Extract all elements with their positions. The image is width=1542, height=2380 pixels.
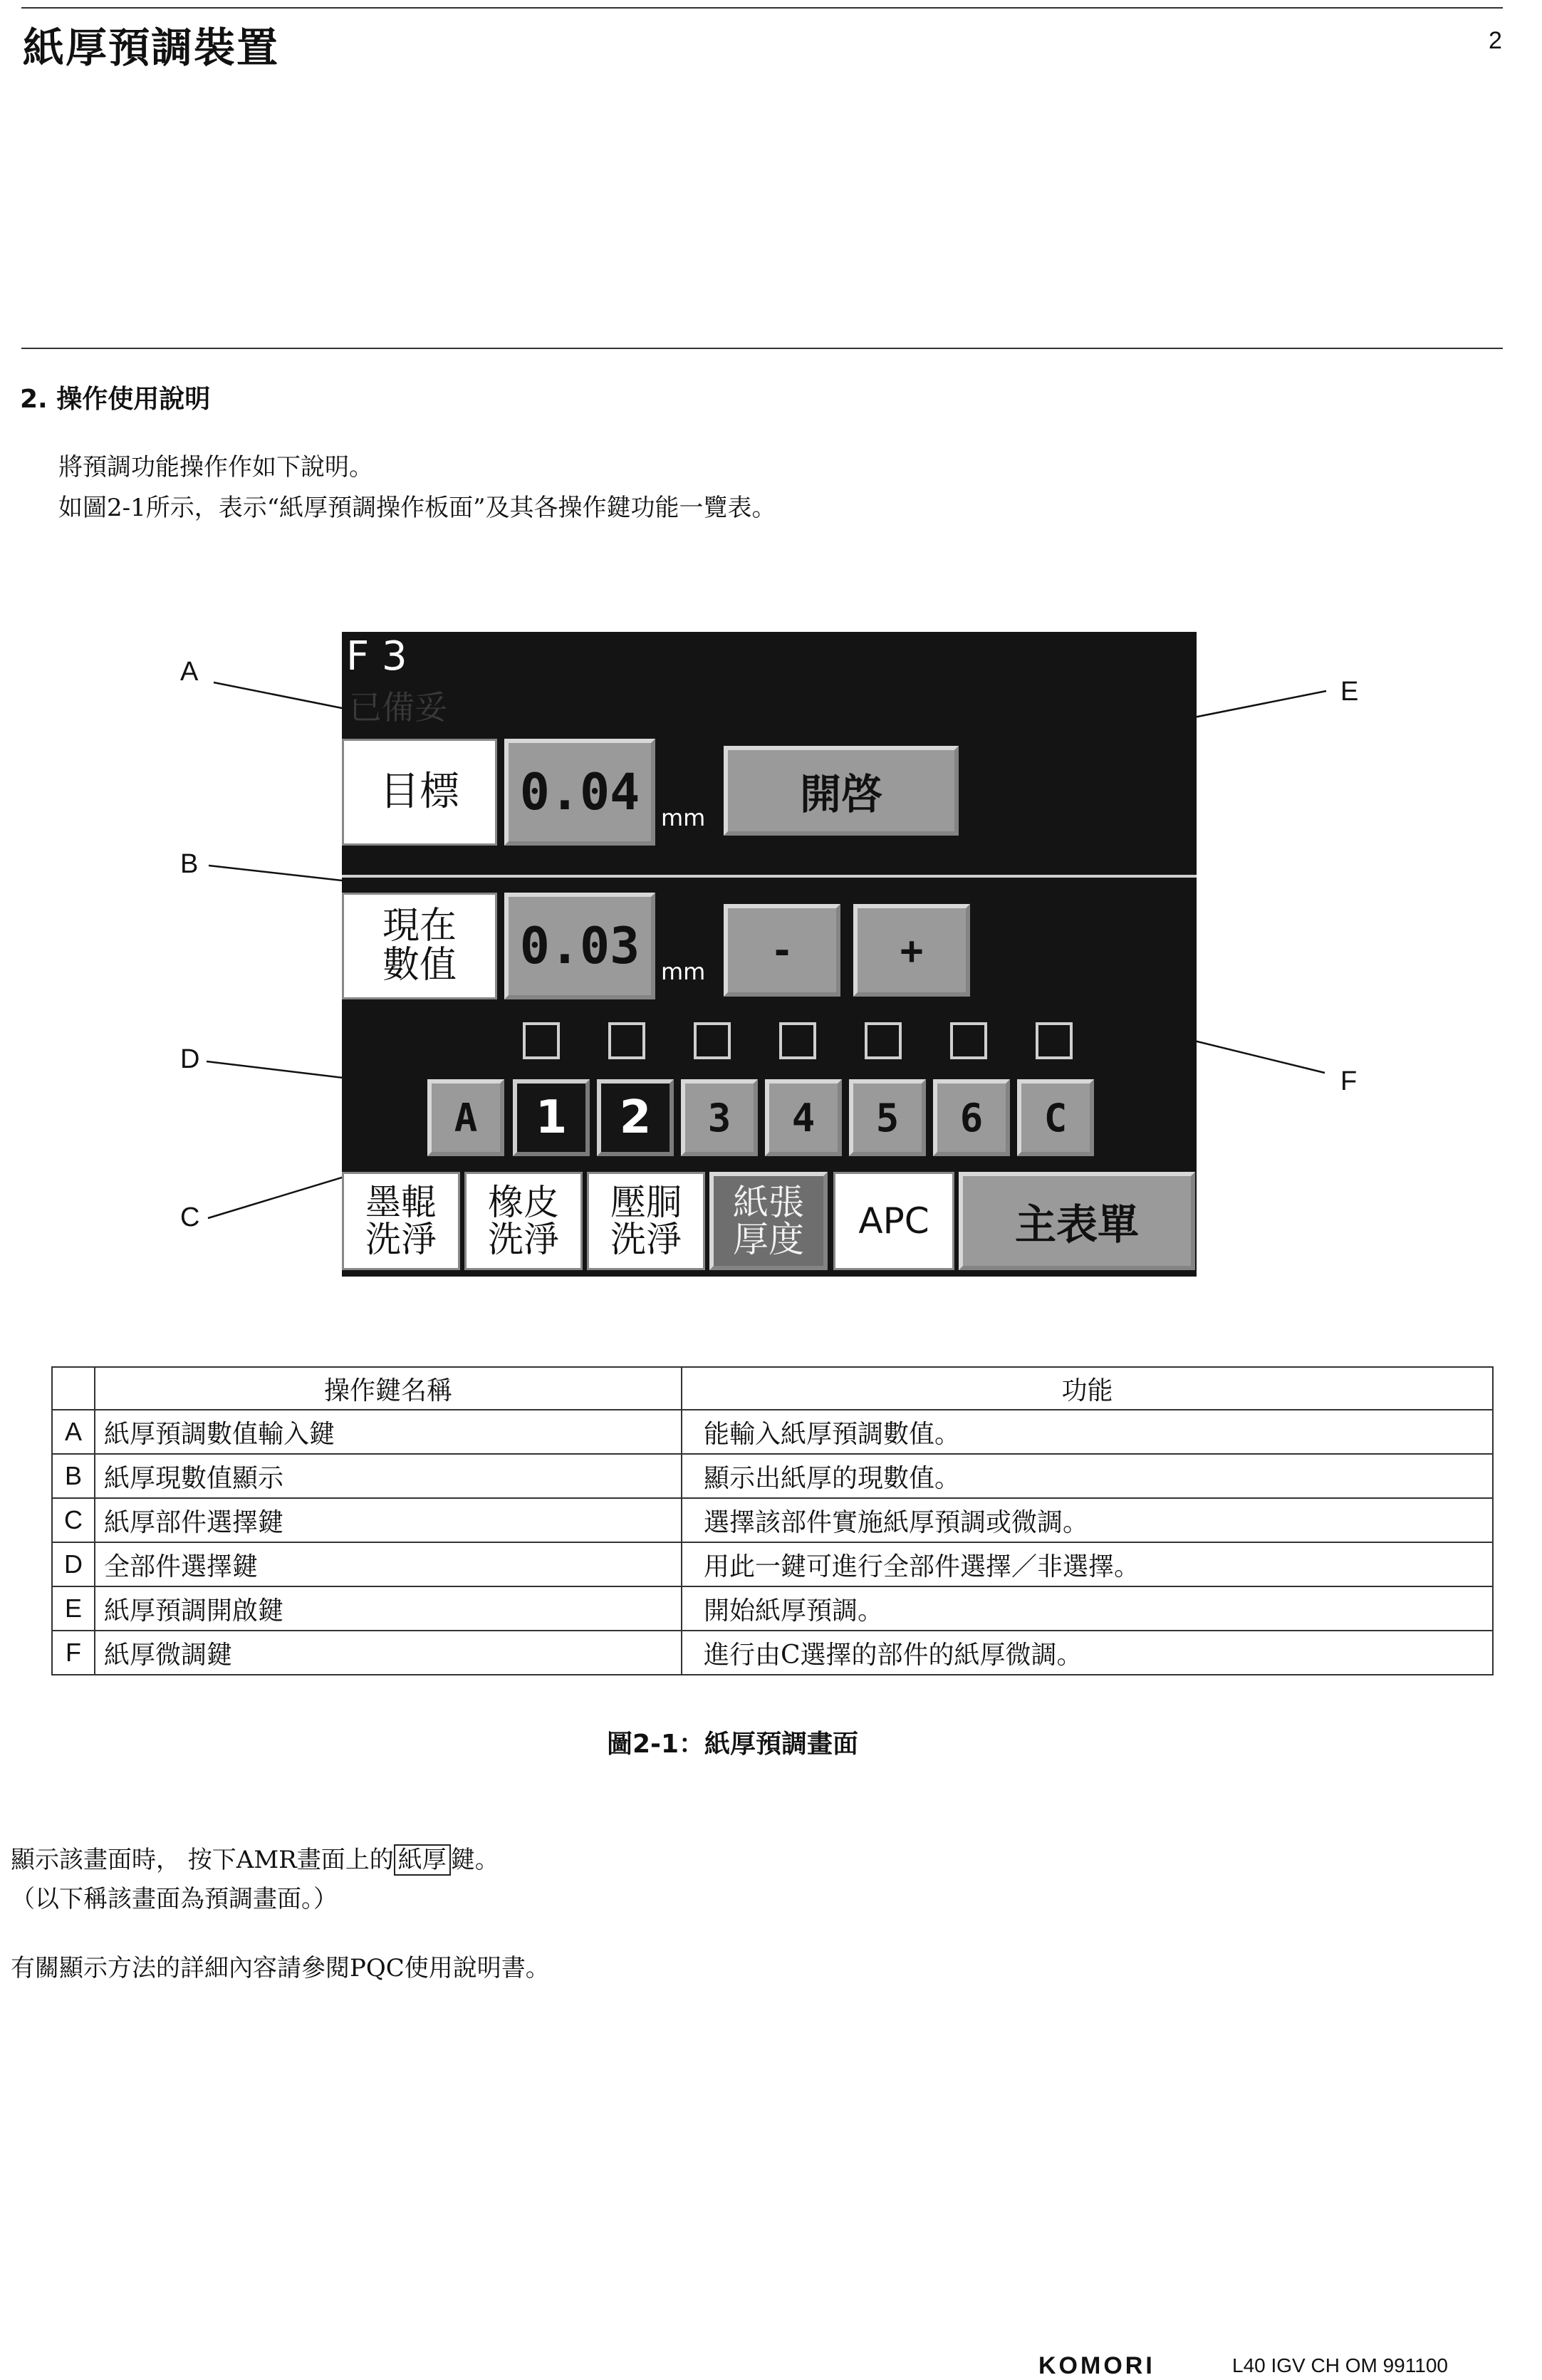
unit-4-button[interactable]: 4 [765,1079,842,1156]
impression-cylinder-wash-button[interactable] [587,1172,705,1270]
row-id: F [52,1631,95,1675]
ink-roller-wash-button[interactable] [342,1172,460,1270]
footer-brand-logo: KOMORI [1038,2352,1155,2379]
unit-indicator-6 [950,1022,987,1059]
panel-divider [342,875,1197,878]
unit-c-button[interactable]: C [1017,1079,1094,1156]
callout-a: A [180,657,199,687]
row-id: B [52,1454,95,1498]
unit-2-button[interactable]: 2 [597,1079,674,1156]
body-line-1 [11,1840,499,1875]
row-function: 顯示出紙厚的現數值。 [682,1454,1493,1498]
callout-f: F [1340,1066,1358,1096]
table-row [52,1410,1493,1454]
unit-3-button[interactable]: 3 [681,1079,758,1156]
row-id: C [52,1498,95,1542]
table-header-id [52,1367,95,1410]
main-menu-button[interactable]: 主表單 [959,1172,1195,1270]
paper-thickness-panel [342,632,1197,1277]
row-function: 選擇該部件實施紙厚預調或微調。 [682,1498,1493,1542]
paper-thickness-line-1: 紙張 [733,1181,804,1223]
blanket-wash-line-1: 橡皮 [488,1181,559,1223]
row-id: D [52,1542,95,1586]
row-name: 紙厚預調數值輸入鍵 [95,1410,682,1454]
callout-e: E [1340,677,1359,707]
row-name: 紙厚微調鍵 [95,1631,682,1675]
unit-1-button[interactable]: 1 [513,1079,590,1156]
table-row [52,1631,1493,1675]
intro-line-1: 將預調功能操作作如下說明。 [58,453,373,482]
unit-indicator-1 [523,1022,560,1059]
table-header-row [52,1367,1493,1410]
paper-thickness-line-2: 厚度 [733,1219,804,1260]
table-row [52,1586,1493,1631]
unit-indicator-4 [779,1022,816,1059]
page-number: 2 [1489,27,1502,54]
row-function: 能輸入紙厚預調數值。 [682,1410,1493,1454]
row-name: 全部件選擇鍵 [95,1542,682,1586]
figure-caption: 圖2-1：紙厚預調畫面 [607,1730,859,1759]
unit-6-button[interactable]: 6 [933,1079,1010,1156]
ink-wash-line-1: 墨輥 [365,1181,437,1223]
current-label-line-1: 現在 [382,905,457,948]
body-line-1-text: 顯示該畫面時， 按下AMR畫面上的 [11,1846,394,1874]
page-title: 紙厚預調裝置 [23,24,280,72]
table-row [52,1498,1493,1542]
body-line-2: （以下稱該畫面為預調畫面。） [11,1885,338,1913]
table-row [52,1454,1493,1498]
row-id: E [52,1586,95,1631]
intro-line-2: 如圖2-1所示，表示“紙厚預調操作板面”及其各操作鍵功能一覽表。 [58,494,776,522]
start-preset-button[interactable]: 開啓 [724,746,959,836]
target-label: 目標 [342,739,497,846]
table-row [52,1542,1493,1586]
ink-wash-line-2: 洗淨 [365,1219,437,1260]
callout-c: C [180,1202,200,1232]
minus-button[interactable]: - [724,904,840,997]
callout-b: B [180,849,199,879]
unit-indicator-2 [608,1022,645,1059]
row-function: 進行由C選擇的部件的紙厚微調。 [682,1631,1493,1675]
ready-label: 已備妥 [349,688,447,727]
body-line-1-end: 鍵。 [450,1846,499,1874]
footer-document-code: L40 IGV CH OM 991100 [1232,2354,1448,2376]
row-function: 開始紙厚預調。 [682,1586,1493,1631]
row-name: 紙厚部件選擇鍵 [95,1498,682,1542]
row-name: 紙厚現數值顯示 [95,1454,682,1498]
current-value-label [342,893,497,999]
impression-wash-line-1: 壓胴 [610,1181,682,1223]
screen-id: F 3 [346,633,407,680]
key-function-table [51,1366,1494,1675]
section-heading: 2. 操作使用說明 [20,385,211,414]
paper-thickness-button[interactable] [709,1172,828,1270]
plus-button[interactable]: + [853,904,970,997]
row-id: A [52,1410,95,1454]
target-unit: mm [661,804,706,831]
table-header-function: 功能 [682,1367,1493,1410]
blanket-wash-button[interactable] [464,1172,583,1270]
row-function: 用此一鍵可進行全部件選擇／非選擇。 [682,1542,1493,1586]
table-header-name: 操作鍵名稱 [95,1367,682,1410]
unit-indicator-5 [865,1022,902,1059]
row-name: 紙厚預調開啟鍵 [95,1586,682,1631]
blanket-wash-line-2: 洗淨 [488,1219,559,1260]
body-line-3: 有關顯示方法的詳細內容請參閱PQC使用說明書。 [11,1954,550,1983]
callout-d: D [180,1044,200,1074]
current-unit: mm [661,958,706,985]
target-value-input[interactable]: 0.04 [504,739,655,846]
all-units-button[interactable]: A [427,1079,504,1156]
paper-thickness-key: 紙厚 [394,1844,451,1876]
current-label-line-2: 數值 [382,944,457,987]
impression-wash-line-2: 洗淨 [610,1219,682,1260]
unit-indicator-3 [694,1022,731,1059]
unit-5-button[interactable]: 5 [849,1079,926,1156]
apc-button[interactable]: APC [833,1172,954,1270]
current-value-display: 0.03 [504,893,655,999]
unit-indicator-7 [1036,1022,1073,1059]
